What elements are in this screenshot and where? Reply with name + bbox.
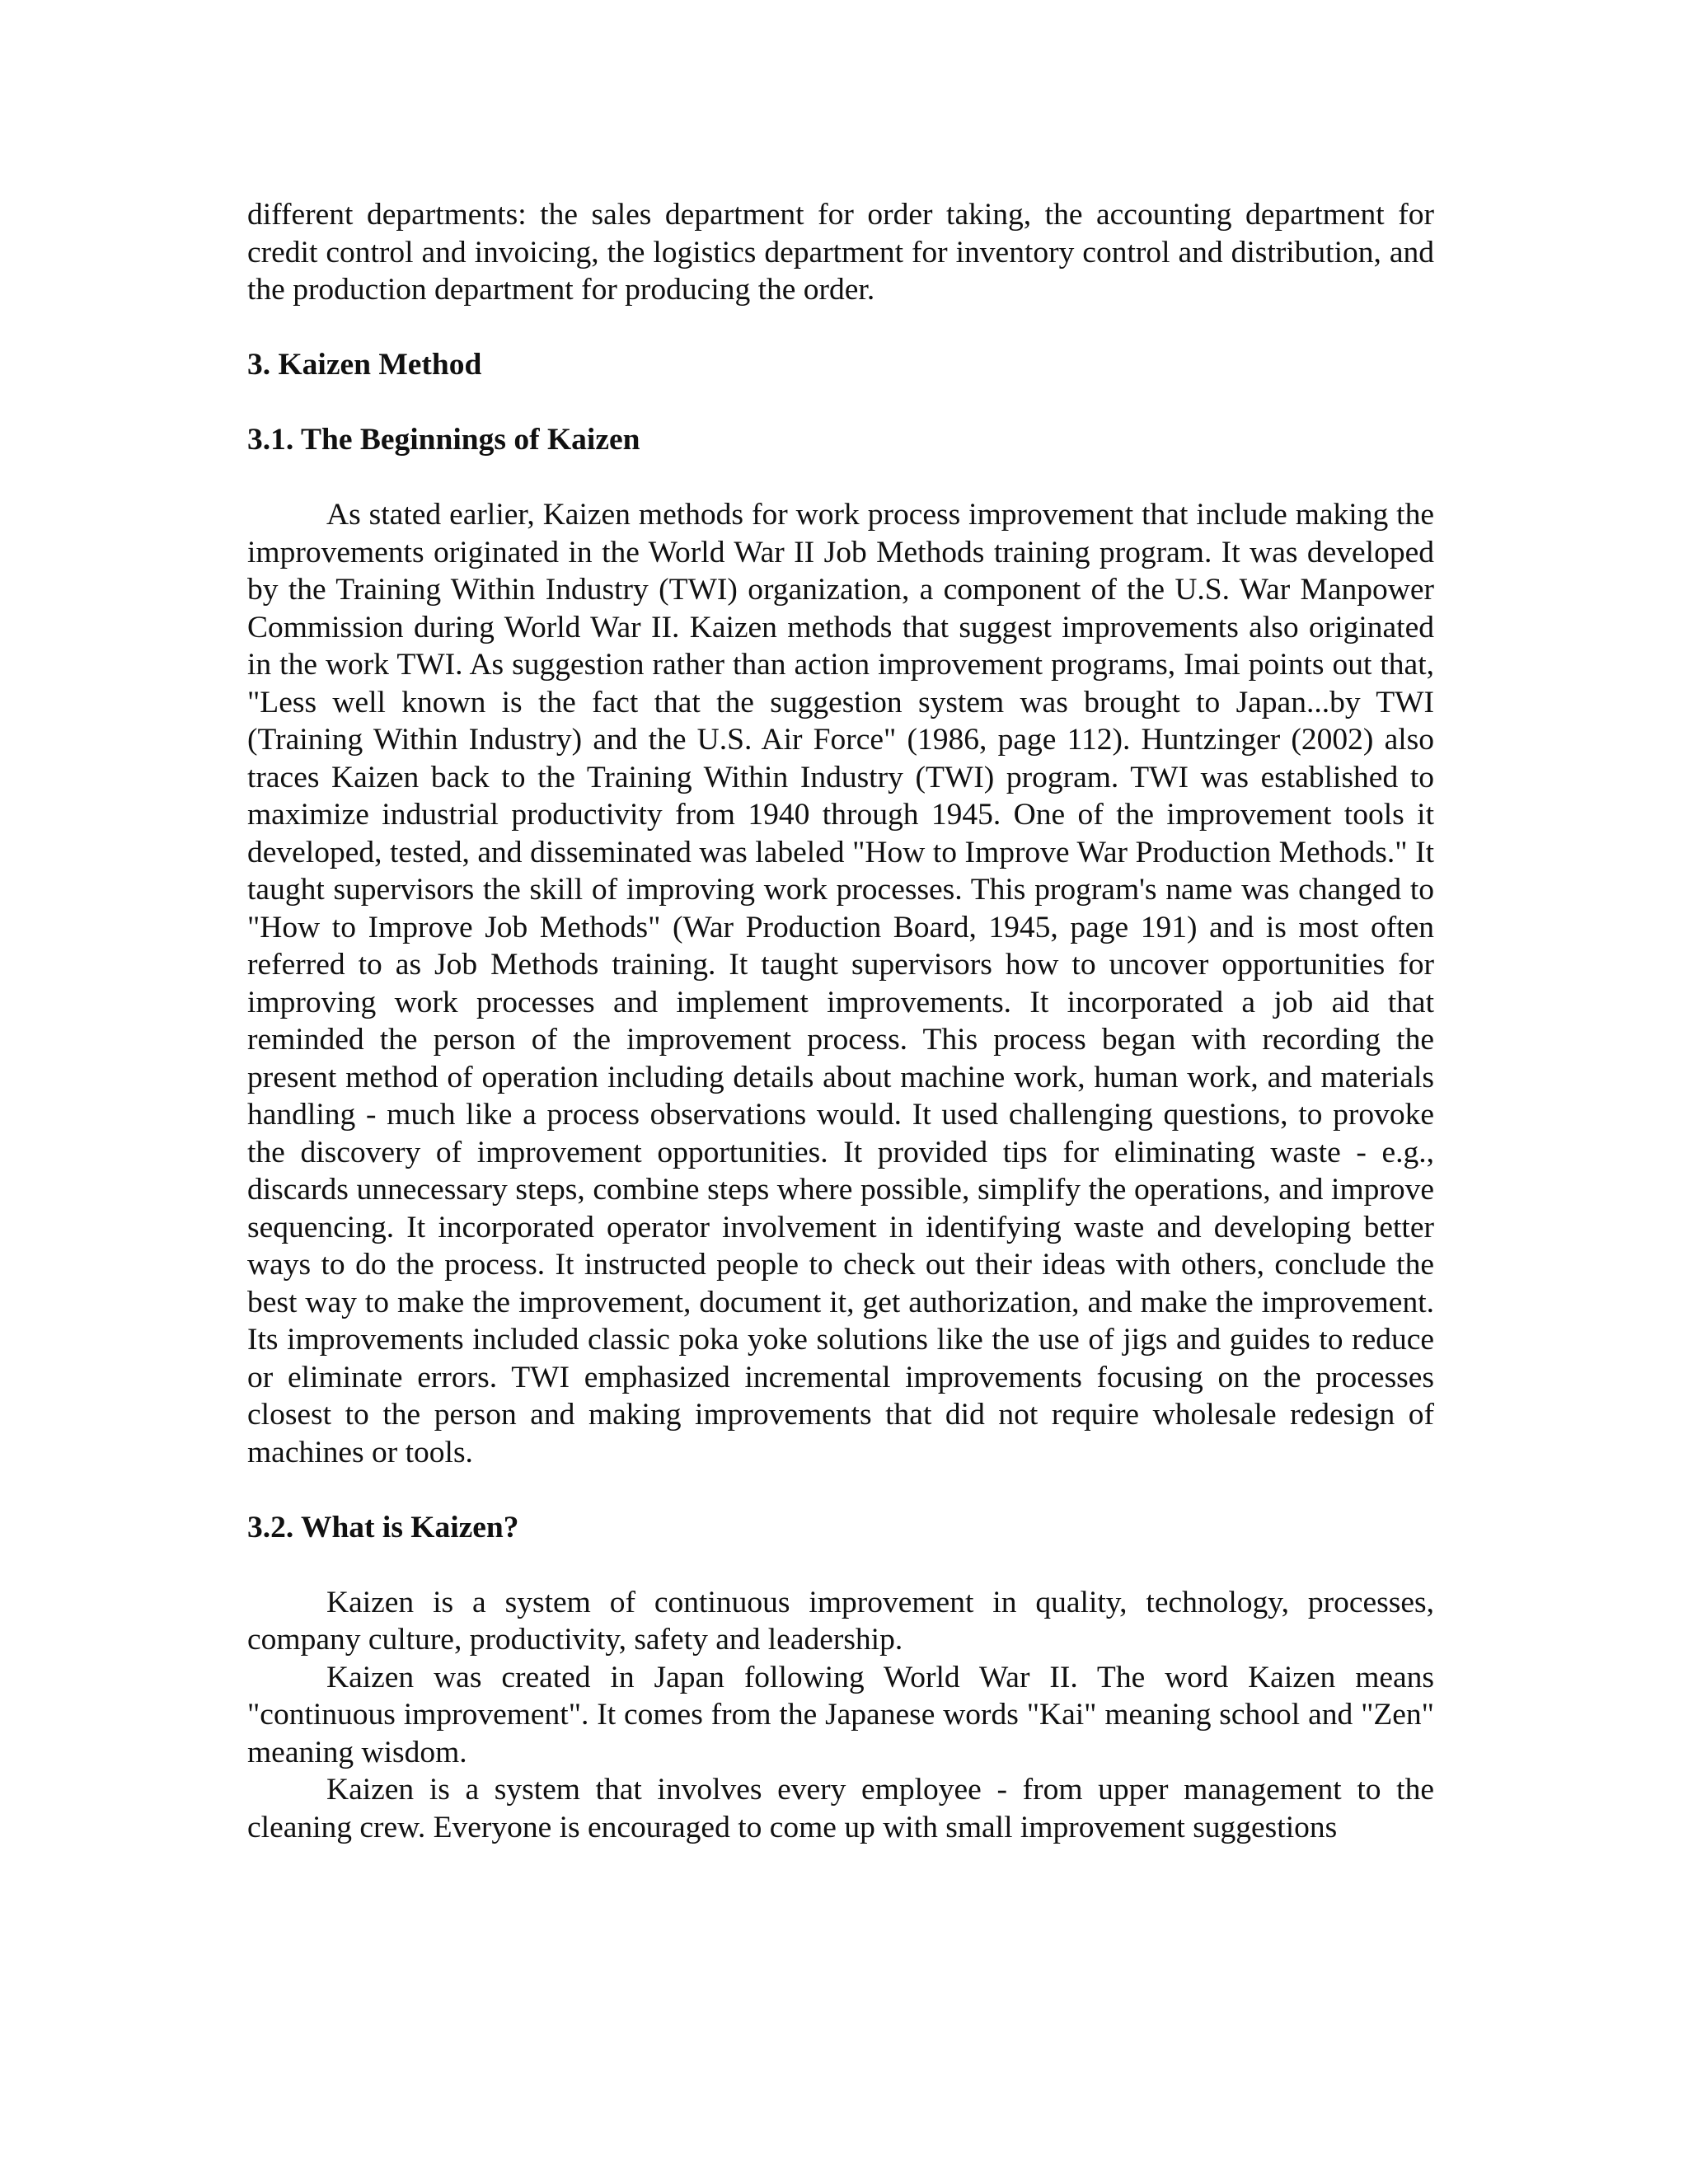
section-heading-kaizen-method: 3. Kaizen Method: [247, 348, 482, 382]
what-is-kaizen-paragraph-3: Kaizen is a system that involves every employee - from upper management to the cleaning crew. Everyone is encouraged to come up with small improvement suggestions: [247, 1773, 1434, 1844]
intro-paragraph: different departments: the sales department for order taking, the accounting department for credit control and invoicing, the logistics department for inventory control and distribution, and the production department for producing the order.: [247, 198, 1434, 307]
subsection-heading-what-is-kaizen: 3.2. What is Kaizen?: [247, 1510, 519, 1544]
text-column: [247, 196, 1434, 1846]
subsection-heading-beginnings: 3.1. The Beginnings of Kaizen: [247, 423, 640, 457]
beginnings-paragraph: As stated earlier, Kaizen methods for work process improvement that include making the improvements originated in the World War II Job Methods training program. It was developed by the Training Within Industry (TWI) organization, a component of the U.S. War Manpower Commission during World War II. Kaizen methods that suggest improvements also originated in the work TWI. As suggestion rather than action improvement programs, Imai points out that, "Less well known is the fact that the suggestion system was brought to Japan...by TWI (Training Within Industry) and the U.S. Air Force" (1986, page 112). Huntzinger (2002) also traces Kaizen back to the Training Within Industry (TWI) program. TWI was established to maximize industrial productivity from 1940 through 1945. One of the improvement tools it developed, tested, and disseminated was labeled "How to Improve War Production Methods." It taught supervisors the skill of improving work processes. This program's name was changed to "How to Improve Job Methods" (War Production Board, 1945, page 191) and is most often referred to as Job Methods training. It taught supervisors how to uncover opportunities for improving work processes and implement improvements. It incorporated a job aid that reminded the person of the improvement process. This process began with recording the present method of operation including details about machine work, human work, and materials handling - much like a process observations would. It used challenging questions, to provoke the discovery of improvement opportunities. It provided tips for eliminating waste - e.g., discards unnecessary steps, combine steps where possible, simplify the operations, and improve sequencing. It incorporated operator involvement in identifying waste and developing better ways to do the process. It instructed people to check out their ideas with others, conclude the best way to make the improvement, document it, get authorization, and make the improvement. Its improvements included classic poka yoke solutions like the use of jigs and guides to reduce or eliminate errors. TWI emphasized incremental improvements focusing on the processes closest to the person and making improvements that did not require wholesale redesign of machines or tools.: [247, 498, 1434, 1469]
what-is-kaizen-paragraph-1: Kaizen is a system of continuous improvement in quality, technology, processes, company culture, productivity, safety and leadership.: [247, 1585, 1434, 1657]
what-is-kaizen-paragraph-2: Kaizen was created in Japan following World War II. The word Kaizen means "continuous improvement". It comes from the Japanese words "Kai" meaning school and "Zen" meaning wisdom.: [247, 1660, 1434, 1769]
